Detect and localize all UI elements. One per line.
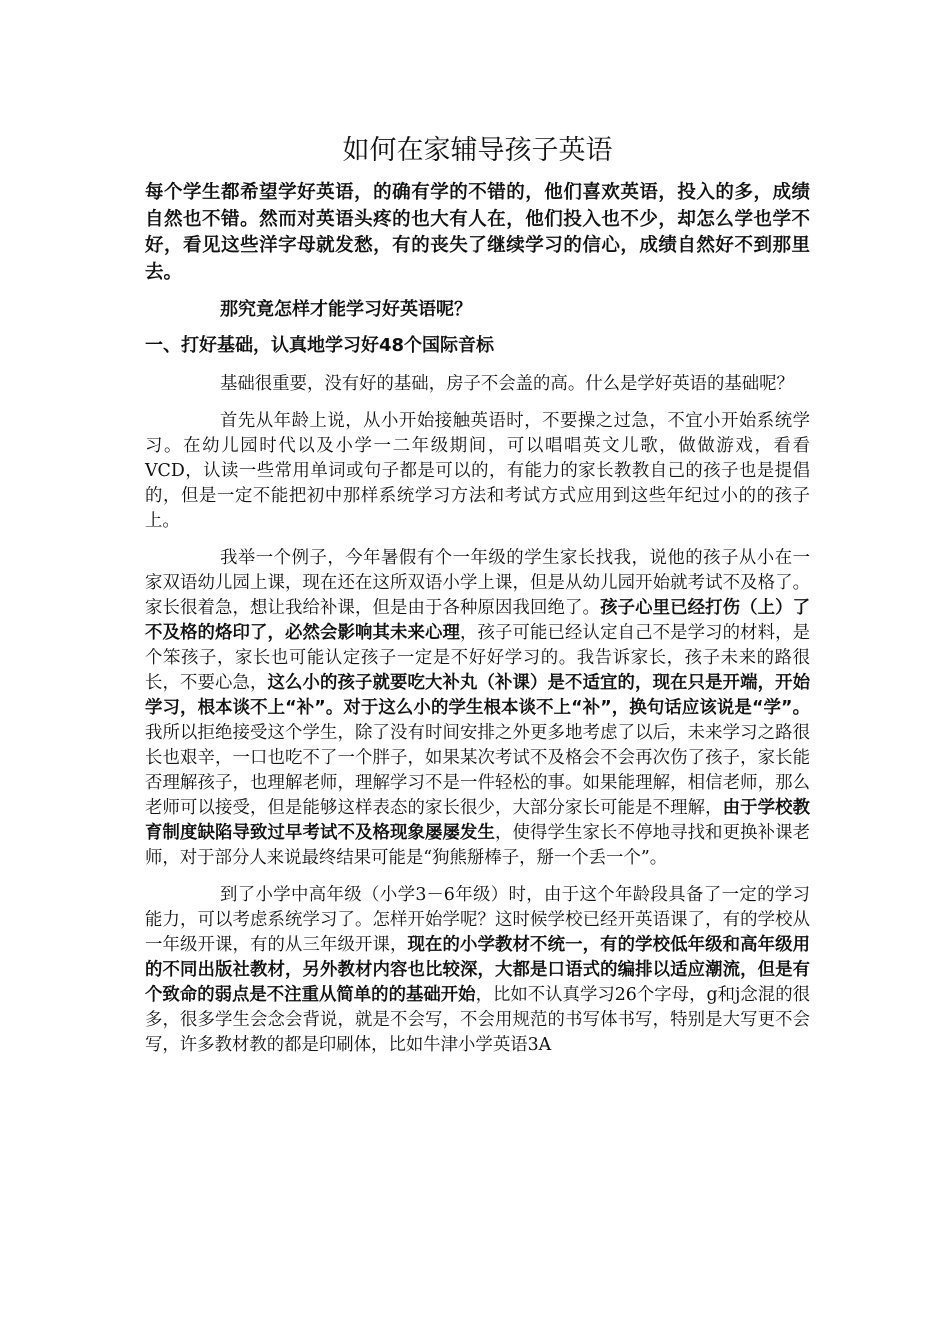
section-heading-1: 一、打好基础，认真地学习好48个国际音标	[145, 335, 495, 356]
paragraph-2: 首先从年龄上说，从小开始接触英语时，不要操之过急，不宜小开始系统学习。在幼儿园时代以及小学一二年级期间，可以唱唱英文儿歌，做做游戏，看看VCD，认读一些常用单词或句子都是可以的，有能力的家长教教自己的孩子也是提倡的，但是一定不能把初中那样系统学习方法和考试方式应用到这些年纪过小的的孩子上。	[145, 411, 810, 531]
paragraph-4-text-2: ，比如不认真学习26个字母，g和j念混的很多，很多学生会念会背说，就是不会写，不会用规范的书写体书写，特别是大写更不会写，许多教材教的都是印刷体，比如牛津小学英语3A	[145, 985, 810, 1055]
paragraph-4	[145, 883, 810, 1058]
document-title: 如何在家辅导孩子英语	[342, 135, 613, 166]
paragraph-3-text-2: ，孩子可能已经认定自己不是学习的材料，是个笨孩子，家长也可能认定孩子一定是不好好学习的。我告诉家长，孩子未来的路很长，不要心急，	[145, 623, 810, 693]
document-body	[145, 128, 810, 1058]
paragraph-3	[145, 546, 810, 871]
paragraph-3-text-1: 我举一个例子，今年暑假有个一年级的学生家长找我，说他的孩子从小在一家双语幼儿园上课，现在还在这所双语小学上课，但是从幼儿园开始就考试不及格了。家长很着急，想让我给补课，但是由于各种原因我回绝了。	[145, 548, 810, 618]
paragraph-4-text-1: 到了小学中高年级（小学3－6年级）时，由于这个年龄段具备了一定的学习能力，可以考虑系统学习了。怎样开始学呢？这时候学校已经开英语课了，有的学校从一年级开课，有的从三年级开课，	[145, 885, 810, 955]
paragraph-4-bold-1: 现在的小学教材不统一，有的学校低年级和高年级用的不同出版社教材，另外教材内容也比较深，大都是口语式的编排以适应潮流，但是有个致命的弱点是不注重从简单的的基础开始	[145, 935, 810, 1005]
paragraph-3-bold-2: 这么小的孩子就要吃大补丸（补课）是不适宜的，现在只是开端，开始学习，根本谈不上“补”。对于这么小的学生根本谈不上“补”，换句话应该说是“学”。	[145, 673, 810, 718]
paragraph-3-text-3: 我所以拒绝接受这个学生，除了没有时间安排之外更多地考虑了以后，未来学习之路很长也艰辛，一口也吃不了一个胖子，如果某次考试不及格会不会再次伤了孩子，家长能否理解孩子，也理解老师，理解学习不是一件轻松的事。如果能理解，相信老师，那么老师可以接受，但是能够这样表态的家长很少，大部分家长可能是不理解，	[145, 723, 810, 818]
guiding-question: 那究竟怎样才能学习好英语呢？	[220, 299, 472, 320]
paragraph-1: 基础很重要，没有好的基础，房子不会盖的高。什么是学好英语的基础呢？	[220, 374, 794, 394]
intro-paragraph: 每个学生都希望学好英语，的确有学的不错的，他们喜欢英语，投入的多，成绩自然也不错。然而对英语头疼的也大有人在，他们投入也不少，却怎么学也学不好，看见这些洋字母就发愁，有的丧失了继续学习的信心，成绩自然好不到那里去。	[145, 182, 810, 283]
paragraph-3-bold-3: 由于学校教育制度缺陷导致过早考试不及格现象屡屡发生	[145, 798, 810, 843]
paragraph-3-text-4: ，使得学生家长不停地寻找和更换补课老师，对于部分人来说最终结果可能是“狗熊掰棒子，掰一个丢一个”。	[145, 823, 810, 868]
paragraph-3-bold-1: 孩子心里已经打伤（上）了不及格的烙印了，必然会影响其未来心理	[145, 598, 810, 643]
